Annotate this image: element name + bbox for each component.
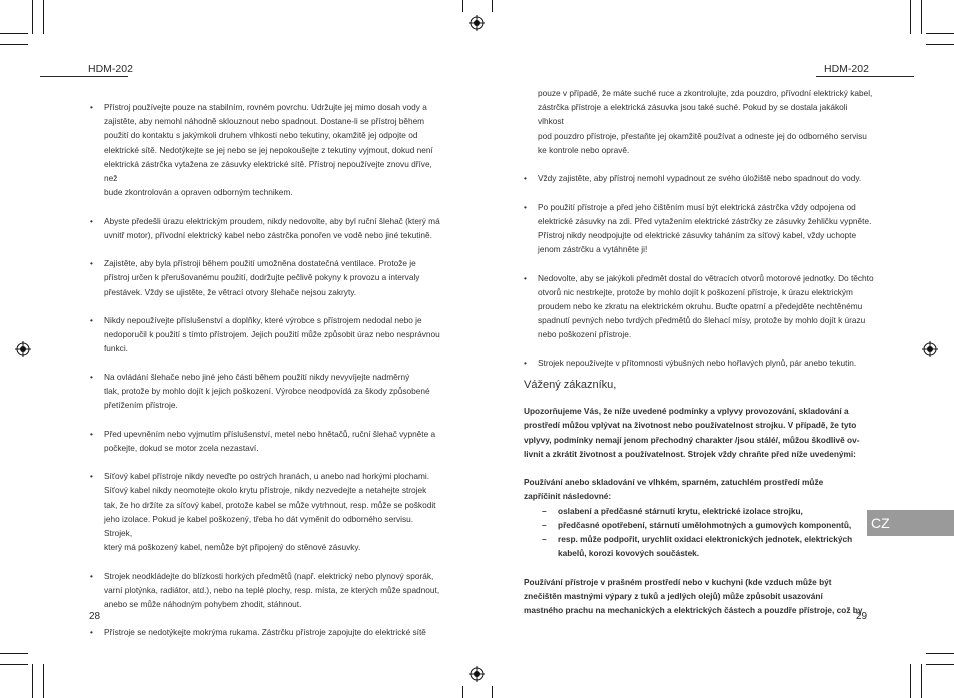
dash-item-text: resp. může podpořit, urychlit oxidaci elektronických jednotek, elektrických kabelů, korozi kovových součástek.: [558, 534, 853, 559]
dash-mark: –: [542, 505, 547, 516]
list-item: • Strojek neodkládejte do blízkosti horkých předmětů (např. elektrický nebo plynový sporák, varní plotýnka, radiátor, atd.), nebo na teplé plochy, resp. místa, ze kterých může spadnout, anebo se může náhodným pohybem zhodit, stáhnout.: [90, 569, 440, 612]
crop-mark-icon: [492, 0, 493, 12]
dash-mark: –: [542, 519, 547, 530]
crop-mark-icon: [0, 33, 28, 34]
dash-item: [524, 504, 874, 518]
list-item: • Zajistěte, aby byla přístroji během použití umožněna dostatečná ventilace. Protože je přístroj určen k přerušovanému použití, dodržujte pečlivě pokyny k provozu a intervaly přestávek. Vždy se ujistěte, že větrací otvory šlehače nejsou zakryty.: [90, 256, 440, 299]
list-item: • Nedovolte, aby se jakýkoli předmět dostal do větracích otvorů motorové jednotky. Do těchto otvorů nic nestrkejte, protože by mohlo dojít k poškození přístroje, k úrazu elektrickým proudem nebo ke zkratu na elektrickém okruhu. Buďte opatrní a předejděte nechtěnému spadnutí pevných nebo tvrdých předmětů do šlehací mísy, protože by mohlo dojít k úrazu nebo poškození přístroje.: [524, 271, 874, 342]
left-page-body: [90, 100, 440, 640]
crop-mark-icon: [492, 686, 493, 698]
list-item: • Přístroj používejte pouze na stabilním, rovném povrchu. Udržujte jej mimo dosah vody a zajistěte, aby nemohl náhodně sklouznout nebo spadnout. Dostane-li se přístroj během použití do kontaktu s jakýmkoli druhem vlhkosti nebo tekutiny, okamžitě jej odpojte od elektrické sítě. Nedotýkejte se jej nebo se jej nepokoušejte z tekutiny vyjmout, dokud není elektrická zástrčka vytažena ze zásuvky elektrické sítě. Přístroj nepoužívejte znovu dříve, než bude zkontrolován a opraven odborným technikem.: [90, 100, 440, 199]
list-item: • Nikdy nepoužívejte příslušenství a doplňky, které výrobce s přístrojem nedodal nebo je nedoporučil k použití s tímto přístrojem. Jejich použití může způsobit úraz nebo nesprávnou funkci.: [90, 313, 440, 356]
crop-mark-icon: [926, 33, 954, 34]
crop-mark-icon: [921, 0, 922, 34]
list-item: • Síťový kabel přístroje nikdy neveďte po ostrých hranách, u anebo nad horkými plochami. Síťový kabel nikdy neomotejte okolo krytu přístroje, nikdy nezvedejte a netahejte strojek tak, že ho držíte za síťový kabel, protože kabel se může vytrhnout, resp. může se poškodit jeho izolace. Pokud je kabel poškozený, třeba ho dát vyměnit do odborného servisu. Strojek, který má poškozený kabel, nemůže být připojený do stěnové zásuvky.: [90, 469, 440, 554]
dash-item: [524, 518, 874, 532]
crop-mark-icon: [43, 0, 44, 34]
right-header-rule: [816, 76, 914, 77]
dash-item-text: předčasné opotřebení, stárnutí umělohmotných a gumových komponentů,: [558, 519, 852, 530]
crop-mark-icon: [32, 0, 33, 34]
crop-mark-icon: [43, 664, 44, 698]
crop-mark-icon: [462, 686, 463, 698]
list-item-continuation: pouze v případě, že máte suché ruce a zkontrolujte, zda pouzdro, přívodní elektrický kabel, zástrčka přístroje a elektrická zásuvka jsou také suché. Pokud by se dostala jakákoli vlhkost pod pouzdro přístroje, přestaňte jej okamžitě používat a odneste jej do odborného servisu ke kontrole nebo opravě.: [538, 88, 873, 155]
list-item: • Na ovládání šlehače nebo jiné jeho části během použití nikdy nevyvíjejte nadměrný tlak, protože by mohlo dojít k jejich poškození. Výrobce neodpovídá za škody způsobené přetížením přístroje.: [90, 370, 440, 413]
crop-mark-icon: [32, 664, 33, 698]
registration-mark-icon: [922, 341, 938, 357]
list-item: • Přístroje se nedotýkejte mokrýma rukama. Zástrčku přístroje zapojujte do elektrické sítě: [90, 625, 440, 639]
registration-mark-icon: [469, 15, 485, 31]
dusty-intro: Používání přístroje v prašném prostředí nebo v kuchyni (kde vzduch může být znečištěn mastnými výpary z tuků a jedlých olejů) může způsobit usazování mastného prachu na mechanických a elektrických částech a pouzdře přístroje, což by: [524, 576, 863, 616]
warning-paragraph: Upozorňujeme Vás, že níže uvedené podmínky a vplyvy provozování, skladování a prostředí můžou vplývat na životnost nebo používatelnost strojku. V případě, že tyto vplyvy, podmínky nemají jenom přechodný charakter /jsou stálé/, můžou škodlivě ov- livnit a zkrátit životnost a používatelnost. Strojek vždy chraňte před níže uvedenými:: [524, 406, 860, 459]
crop-mark-icon: [910, 0, 911, 34]
right-page-number: 29: [856, 611, 868, 622]
right-header-model: HDM-202: [824, 63, 869, 75]
crop-mark-icon: [910, 664, 911, 698]
crop-mark-icon: [462, 0, 463, 12]
right-page-body: [524, 86, 874, 617]
list-item: • Před upevněním nebo vyjmutím příslušenství, metel nebo hnětačů, ruční šlehač vypněte a počkejte, dokud se motor zcela nezastaví.: [90, 427, 440, 455]
crop-mark-icon: [926, 44, 954, 45]
crop-mark-icon: [926, 653, 954, 654]
dash-item-text: oslabení a předčasné stárnutí krytu, elektrické izolace strojku,: [558, 505, 803, 516]
list-item: • Abyste předešli úrazu elektrickým proudem, nikdy nedovolte, aby byl ruční šlehač (který má uvnitř motor), přívodní elektrický kabel nebo zástrčka ponořen ve vodě nebo jiné tekutině.: [90, 214, 440, 242]
crop-mark-icon: [0, 664, 28, 665]
crop-mark-icon: [0, 653, 28, 654]
dash-mark: –: [542, 534, 547, 545]
list-item: • Strojek nepoužívejte v přítomnosti výbušných nebo hořlavých plynů, pár anebo tekutin.: [524, 356, 874, 370]
crop-mark-icon: [0, 44, 28, 45]
left-header-model: HDM-202: [88, 63, 133, 75]
greeting-heading: Vážený zákazníku,: [524, 379, 617, 391]
storage-intro: Používání anebo skladování ve vlhkém, sparném, zatuchlém prostředí může zapříčinit následovné:: [524, 477, 824, 502]
crop-mark-icon: [926, 664, 954, 665]
list-item: • Po použití přístroje a před jeho čištěním musí být elektrická zástrčka vždy odpojena od elektrické zásuvky na zdi. Před vytažením elektrické zástrčky ze zásuvky žehličku vypněte. Přístroj nikdy neodpojujte od elektrické zásuvky taháním za síťový kabel, vždy uchopte jenom zástrčku a vytáhněte ji!: [524, 200, 874, 257]
language-tab: CZ: [867, 510, 954, 536]
left-header-rule: [40, 76, 128, 77]
left-page-number: 28: [89, 611, 101, 622]
registration-mark-icon: [15, 341, 31, 357]
crop-mark-icon: [921, 664, 922, 698]
dash-item: [524, 532, 874, 560]
registration-mark-icon: [469, 666, 485, 682]
list-item: • Vždy zajistěte, aby přístroj nemohl vypadnout ze svého úložiště nebo spadnout do vody.: [524, 171, 874, 185]
